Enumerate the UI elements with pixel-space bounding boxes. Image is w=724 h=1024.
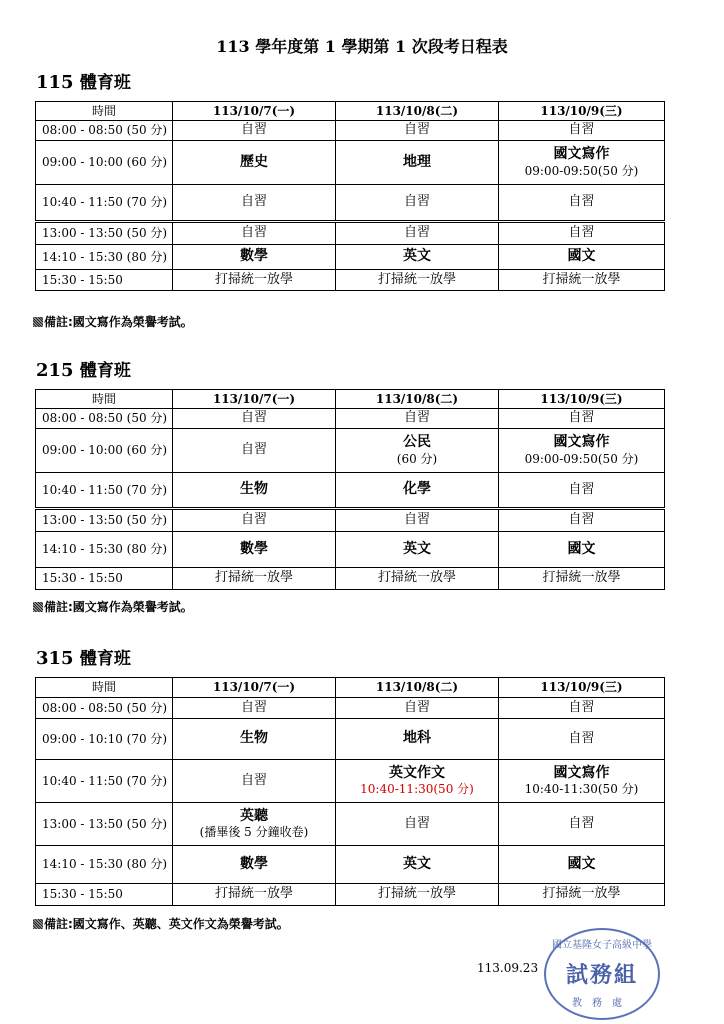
schedule-cell: [499, 568, 665, 590]
cell-subject: 自習: [240, 442, 267, 458]
cell-subject: 打掃統一放學: [214, 271, 293, 287]
time-slot: 15:30 - 15:50: [36, 568, 173, 590]
schedule-cell: [499, 719, 665, 760]
note-text: 備註:國文寫作為榮譽考試。: [44, 315, 193, 329]
time-slot: 08:00 - 08:50 (50 分): [36, 409, 173, 429]
cell-subject: 打掃統一放學: [214, 570, 293, 586]
table-row: [36, 568, 665, 590]
cell-subject: 地科: [403, 730, 431, 747]
schedule-cell: [173, 222, 336, 245]
table-header-row: [36, 102, 665, 121]
header-time: 時間: [36, 102, 173, 121]
time-slot: 08:00 - 08:50 (50 分): [36, 121, 173, 141]
schedule-cell: [499, 185, 665, 222]
schedule-cell: [173, 719, 336, 760]
schedule-cell: [499, 121, 665, 141]
time-slot: 13:00 - 13:50 (50 分): [36, 222, 173, 245]
remark-note: [33, 313, 193, 330]
time-slot: 15:30 - 15:50: [36, 270, 173, 291]
cell-subject: 自習: [403, 122, 430, 138]
table-row: [36, 429, 665, 473]
schedule-cell: [499, 509, 665, 532]
cell-subject: 自習: [240, 699, 267, 715]
cell-subject: 自習: [403, 194, 430, 210]
cell-subject: 公民: [403, 434, 431, 451]
note-text: 備註:國文寫作為榮譽考試。: [44, 600, 193, 614]
schedule-cell: [173, 509, 336, 532]
cell-subject: 自習: [403, 512, 430, 528]
cell-subject: 自習: [240, 122, 267, 138]
cell-subject: 化學: [403, 481, 431, 498]
schedule-cell: [173, 185, 336, 222]
class-code: 215: [36, 360, 74, 381]
schedule-table: [35, 677, 665, 906]
table-row: [36, 532, 665, 568]
header-date: 113/10/9(三): [499, 678, 665, 698]
class-code: 315: [36, 648, 74, 669]
cell-subject: 自習: [568, 730, 595, 746]
schedule-cell: [336, 473, 499, 509]
schedule-cell: [173, 245, 336, 270]
cell-detail: 09:00-09:50(50 分): [524, 451, 639, 466]
class-heading: [36, 644, 131, 669]
class-heading: [36, 356, 131, 381]
table-header-row: [36, 678, 665, 698]
cell-subject: 自習: [403, 815, 430, 831]
header-time: 時間: [36, 678, 173, 698]
cell-detail: 10:40-11:30(50 分): [524, 782, 639, 797]
cell-detail: 09:00-09:50(50 分): [524, 163, 639, 178]
cell-subject: 自習: [568, 122, 595, 138]
table-row: [36, 141, 665, 185]
cell-subject: 自習: [240, 512, 267, 528]
cell-subject: 打掃統一放學: [214, 886, 293, 902]
cell-subject: 自習: [240, 772, 267, 788]
schedule-cell: [336, 760, 499, 803]
schedule-cell: [499, 698, 665, 719]
cell-subject: 英文: [403, 540, 431, 557]
schedule-cell: [499, 245, 665, 270]
header-date: 113/10/8(二): [336, 102, 499, 121]
schedule-cell: [173, 698, 336, 719]
table-row: [36, 803, 665, 846]
seal-ring-text: 國立基隆女子高級中學: [552, 940, 652, 951]
note-marker-icon: [33, 919, 43, 929]
time-slot: 14:10 - 15:30 (80 分): [36, 846, 173, 884]
table-row: [36, 846, 665, 884]
cell-subject: 英文: [403, 248, 431, 265]
schedule-cell: [173, 846, 336, 884]
class-heading: [36, 68, 131, 93]
table-row: [36, 409, 665, 429]
cell-subject: 打掃統一放學: [542, 271, 621, 287]
schedule-cell: [336, 121, 499, 141]
schedule-cell: [173, 473, 336, 509]
time-slot: 14:10 - 15:30 (80 分): [36, 245, 173, 270]
cell-subject: 數學: [240, 855, 268, 872]
schedule-cell: [173, 760, 336, 803]
schedule-cell: [499, 270, 665, 291]
schedule-cell: [173, 429, 336, 473]
cell-subject: 國文: [567, 540, 596, 557]
schedule-cell: [336, 245, 499, 270]
cell-subject: 自習: [568, 699, 595, 715]
seal-main-text: 試務組: [565, 962, 638, 988]
seal-bottom-text: 教務處: [572, 998, 632, 1009]
cell-subject: 國文寫作: [553, 434, 610, 451]
schedule-cell: [173, 884, 336, 906]
table-row: [36, 698, 665, 719]
time-slot: 13:00 - 13:50 (50 分): [36, 803, 173, 846]
schedule-cell: [499, 429, 665, 473]
cell-subject: 國文寫作: [553, 764, 610, 781]
time-slot: 15:30 - 15:50: [36, 884, 173, 906]
schedule-cell: [173, 568, 336, 590]
schedule-cell: [336, 509, 499, 532]
schedule-cell: [173, 141, 336, 185]
schedule-cell: [336, 884, 499, 906]
time-slot: 08:00 - 08:50 (50 分): [36, 698, 173, 719]
cell-subject: 自習: [403, 699, 430, 715]
cell-subject: 自習: [568, 815, 595, 831]
cell-subject: 生物: [240, 730, 268, 747]
table-row: [36, 245, 665, 270]
cell-subject: 自習: [568, 194, 595, 210]
cell-subject: 打掃統一放學: [377, 271, 456, 287]
cell-subject: 英文: [403, 855, 431, 872]
time-slot: 14:10 - 15:30 (80 分): [36, 532, 173, 568]
cell-subject: 數學: [240, 540, 268, 557]
schedule-cell: [173, 532, 336, 568]
cell-subject: 自習: [240, 225, 267, 241]
schedule-cell: [336, 222, 499, 245]
cell-detail: 10:40-11:30(50 分): [360, 782, 474, 797]
class-name: 體育班: [79, 649, 131, 669]
schedule-cell: [499, 141, 665, 185]
header-date: 113/10/7(一): [173, 390, 336, 409]
schedule-cell: [336, 429, 499, 473]
cell-subject: 自習: [240, 410, 267, 426]
cell-subject: 打掃統一放學: [377, 886, 456, 902]
table-row: [36, 719, 665, 760]
header-date: 113/10/9(三): [499, 390, 665, 409]
header-date: 113/10/7(一): [173, 102, 336, 121]
table-row: [36, 185, 665, 222]
time-slot: 09:00 - 10:10 (70 分): [36, 719, 173, 760]
class-code: 115: [36, 72, 74, 93]
header-date: 113/10/7(一): [173, 678, 336, 698]
schedule-cell: [499, 532, 665, 568]
table-row: [36, 270, 665, 291]
cell-subject: 自習: [568, 512, 595, 528]
time-slot: 13:00 - 13:50 (50 分): [36, 509, 173, 532]
cell-subject: 自習: [568, 410, 595, 426]
schedule-cell: [336, 846, 499, 884]
schedule-cell: [499, 803, 665, 846]
class-name: 體育班: [79, 361, 131, 381]
time-slot: 09:00 - 10:00 (60 分): [36, 429, 173, 473]
time-slot: 09:00 - 10:00 (60 分): [36, 141, 173, 185]
schedule-cell: [173, 121, 336, 141]
schedule-cell: [336, 568, 499, 590]
cell-subject: 數學: [240, 248, 268, 265]
remark-note: [33, 598, 193, 615]
schedule-cell: [336, 185, 499, 222]
issue-date: 113.09.23: [477, 961, 539, 975]
schedule-table: [35, 101, 665, 291]
table-row: [36, 222, 665, 245]
table-row: [36, 509, 665, 532]
schedule-cell: [499, 846, 665, 884]
time-slot: 10:40 - 11:50 (70 分): [36, 473, 173, 509]
cell-subject: 英文作文: [389, 764, 445, 781]
header-date: 113/10/8(二): [336, 390, 499, 409]
schedule-cell: [336, 141, 499, 185]
cell-subject: 自習: [403, 410, 430, 426]
schedule-cell: [173, 803, 336, 846]
schedule-cell: [336, 803, 499, 846]
schedule-cell: [336, 698, 499, 719]
table-row: [36, 884, 665, 906]
table-row: [36, 473, 665, 509]
cell-subject: 自習: [568, 481, 595, 497]
office-seal: [544, 928, 660, 1020]
table-row: [36, 121, 665, 141]
note-text: 備註:國文寫作、英聽、英文作文為榮譽考試。: [44, 917, 289, 931]
cell-subject: 自習: [403, 225, 430, 241]
cell-subject: 英聽: [240, 807, 268, 824]
cell-subject: 打掃統一放學: [542, 886, 621, 902]
cell-subject: 生物: [240, 481, 268, 498]
schedule-cell: [336, 719, 499, 760]
schedule-cell: [499, 884, 665, 906]
cell-subject: 地理: [403, 153, 431, 170]
cell-subject: 打掃統一放學: [542, 570, 621, 586]
note-marker-icon: [33, 317, 43, 327]
schedule-cell: [173, 270, 336, 291]
cell-detail: (播畢後 5 分鐘收卷): [199, 825, 309, 840]
cell-subject: 自習: [240, 194, 267, 210]
cell-subject: 歷史: [240, 153, 268, 170]
time-slot: 10:40 - 11:50 (70 分): [36, 760, 173, 803]
header-date: 113/10/8(二): [336, 678, 499, 698]
schedule-cell: [499, 409, 665, 429]
schedule-cell: [336, 532, 499, 568]
page-title: 113 學年度第 1 學期第 1 次段考日程表: [216, 37, 508, 56]
header-date: 113/10/9(三): [499, 102, 665, 121]
header-time: 時間: [36, 390, 173, 409]
table-row: [36, 760, 665, 803]
table-header-row: [36, 390, 665, 409]
schedule-table: [35, 389, 665, 590]
schedule-cell: [499, 222, 665, 245]
class-name: 體育班: [79, 73, 131, 93]
schedule-cell: [173, 409, 336, 429]
cell-detail: (60 分): [396, 451, 438, 466]
cell-subject: 國文: [567, 855, 596, 872]
remark-note: [33, 915, 289, 932]
schedule-cell: [499, 473, 665, 509]
schedule-cell: [336, 409, 499, 429]
schedule-cell: [499, 760, 665, 803]
cell-subject: 打掃統一放學: [377, 570, 456, 586]
time-slot: 10:40 - 11:50 (70 分): [36, 185, 173, 222]
cell-subject: 國文: [567, 248, 596, 265]
note-marker-icon: [33, 602, 43, 612]
cell-subject: 國文寫作: [553, 146, 610, 163]
cell-subject: 自習: [568, 225, 595, 241]
schedule-cell: [336, 270, 499, 291]
